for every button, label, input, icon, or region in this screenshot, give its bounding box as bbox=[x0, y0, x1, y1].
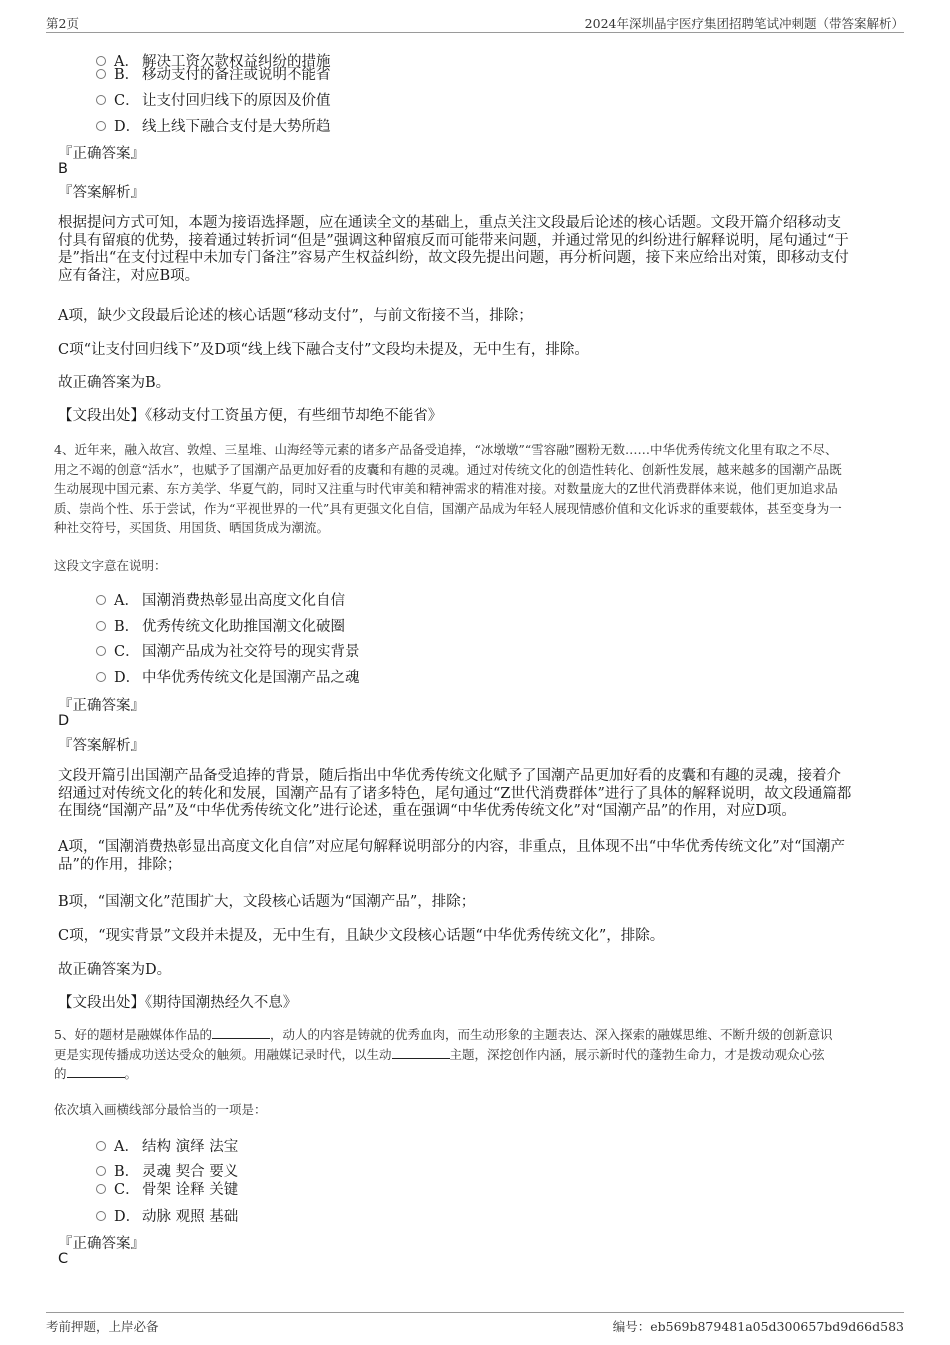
radio-icon[interactable] bbox=[96, 1211, 106, 1221]
document-id: 编号：eb569b879481a05d300657bd9d66d583 bbox=[612, 1319, 904, 1334]
q4-analysis: 文段开篇引出国潮产品备受追捧的背景，随后指出中华优秀传统文化赋予了国潮产品更加好看的皮囊和有趣的灵魂，接着介 绍通过对传统文化的转化和发展，国潮产品有了诸多特色，尾句通过“Z世代消费群体”进行了具体的解释说明，故文段通篇都 在围绕“国潮产品”及“中华优秀传统文化”进行论述，重在强调“中华优秀传统文化”对“国潮产品”的作用，对应D项。 bbox=[58, 768, 852, 819]
q4-option-b[interactable]: B． 优秀传统文化助推国潮文化破圈 bbox=[96, 615, 345, 636]
q5-passage: 5、好的题材是融媒体作品的 ，动人的内容是铸就的优秀血肉，而生动形象的主题表达、深入探索的融媒思维、不断升级的创新意识 更是实现传播成功送达受众的触须。用融媒记录时代，以生动 主题，深挖创作内涵，展示新时代的蓬勃生命力，才是拨动观众心弦 的 。 bbox=[54, 1027, 833, 1081]
fill-blank-2 bbox=[392, 1046, 450, 1059]
q5-option-c[interactable]: C． 骨架 诠释 关键 bbox=[96, 1178, 238, 1199]
fill-blank-3 bbox=[67, 1065, 125, 1078]
q4-passage: 4、近年来，融入故宫、敦煌、三星堆、山海经等元素的诸多产品备受追捧，“冰墩墩”“雪容融”圈粉无数……中华优秀传统文化里有取之不尽、 用之不竭的创意“活水”，也赋予了国潮产品更加好看的皮囊和有趣的灵魂。通过对传统文化的创造性转化、创新性发展，越来越多的国潮产品既 生动展现中国元素、东方美学、华夏气韵，同时又注重与时代审美和精神需求的精准对接。对数量庞大的Z世代消费群体来说，他们更加追求品 质、崇尚个性、乐于尝试，作为“平视世界的一代”具有更强文化自信，国潮产品成为年轻人展现情感价值和文化诉求的重要载体，甚至变身为一 种社交符号，买国货、用国货、晒国货成为潮流。 bbox=[54, 442, 842, 535]
q3-source: 【文段出处】《移动支付工资虽方便，有些细节却绝不能省》 bbox=[58, 408, 443, 424]
q3-answer-label: 『正确答案』 bbox=[58, 146, 145, 162]
q3-answer: B bbox=[58, 161, 68, 177]
q4-source: 【文段出处】《期待国潮热经久不息》 bbox=[58, 995, 298, 1011]
q4-a-note: A项，“国潮消费热彰显出高度文化自信”对应尾句解释说明部分的内容，非重点，且体现不出“中华优秀传统文化”对“国潮产 品”的作用，排除； bbox=[58, 839, 846, 873]
q3-cd-note: C项“让支付回归线下”及D项“线上线下融合支付”文段均未提及，无中生有，排除。 bbox=[58, 342, 589, 358]
footer-slogan: 考前押题，上岸必备 bbox=[46, 1319, 159, 1334]
q4-b-note: B项，“国潮文化”范围扩大，文段核心话题为“国潮产品”，排除； bbox=[58, 894, 476, 910]
q5-option-b[interactable]: B． 灵魂 契合 要义 bbox=[96, 1160, 238, 1181]
page-footer bbox=[46, 1312, 904, 1337]
radio-icon[interactable] bbox=[96, 121, 106, 131]
q3-option-c[interactable]: C． 让支付回归线下的原因及价值 bbox=[96, 89, 331, 110]
q3-option-a[interactable]: A． 解决工资欠款权益纠纷的措施 bbox=[96, 50, 331, 71]
radio-icon[interactable] bbox=[96, 1184, 106, 1194]
q5-question: 依次填入画横线部分最恰当的一项是： bbox=[54, 1102, 267, 1117]
q3-conclusion: 故正确答案为B。 bbox=[58, 375, 171, 391]
q5-answer: C bbox=[58, 1251, 69, 1267]
radio-icon[interactable] bbox=[96, 95, 106, 105]
radio-icon[interactable] bbox=[96, 1141, 106, 1151]
q4-conclusion: 故正确答案为D。 bbox=[58, 962, 172, 978]
radio-icon[interactable] bbox=[96, 621, 106, 631]
q4-question: 这段文字意在说明： bbox=[54, 558, 167, 573]
q3-a-note: A项，缺少文段最后论述的核心话题“移动支付”，与前文衔接不当，排除； bbox=[58, 308, 533, 324]
q5-option-d[interactable]: D． 动脉 观照 基础 bbox=[96, 1205, 238, 1226]
radio-icon[interactable] bbox=[96, 1166, 106, 1176]
q4-option-d[interactable]: D． 中华优秀传统文化是国潮产品之魂 bbox=[96, 666, 360, 687]
q5-answer-label: 『正确答案』 bbox=[58, 1236, 145, 1252]
radio-icon[interactable] bbox=[96, 69, 106, 79]
q4-option-c[interactable]: C． 国潮产品成为社交符号的现实背景 bbox=[96, 640, 360, 661]
q4-answer: D bbox=[58, 713, 70, 729]
q3-option-d[interactable]: D． 线上线下融合支付是大势所趋 bbox=[96, 115, 331, 136]
q3-analysis: 根据提问方式可知，本题为接语选择题，应在通读全文的基础上，重点关注文段最后论述的核心话题。文段开篇介绍移动支 付具有留痕的优势，接着通过转折词“但是”强调这种留痕反而可能带来问题，并通过常见的纠纷进行解释说明，尾句通过“于 是”指出“在支付过程中未加专门备注”容易产生权益纠纷，故文段先提出问题，再分析问题，接下来应给出对策，即移动支付 应有备注，对应B项。 bbox=[58, 215, 849, 284]
radio-icon[interactable] bbox=[96, 672, 106, 682]
q3-option-b[interactable]: B． 移动支付的备注或说明不能省 bbox=[96, 63, 331, 84]
radio-icon[interactable] bbox=[96, 646, 106, 656]
page-number: 第2页 bbox=[46, 16, 79, 31]
q4-analysis-label: 『答案解析』 bbox=[58, 738, 145, 754]
q4-c-note: C项，“现实背景”文段并未提及，无中生有，且缺少文段核心话题“中华优秀传统文化”，排除。 bbox=[58, 928, 665, 944]
radio-icon[interactable] bbox=[96, 595, 106, 605]
q4-answer-label: 『正确答案』 bbox=[58, 698, 145, 714]
q3-analysis-label: 『答案解析』 bbox=[58, 185, 145, 201]
page-header bbox=[46, 14, 904, 33]
fill-blank-1 bbox=[212, 1026, 270, 1039]
q5-option-a[interactable]: A． 结构 演绎 法宝 bbox=[96, 1135, 238, 1156]
document-title: 2024年深圳晶宇医疗集团招聘笔试冲刺题（带答案解析） bbox=[584, 16, 904, 31]
q4-option-a[interactable]: A． 国潮消费热彰显出高度文化自信 bbox=[96, 589, 345, 610]
